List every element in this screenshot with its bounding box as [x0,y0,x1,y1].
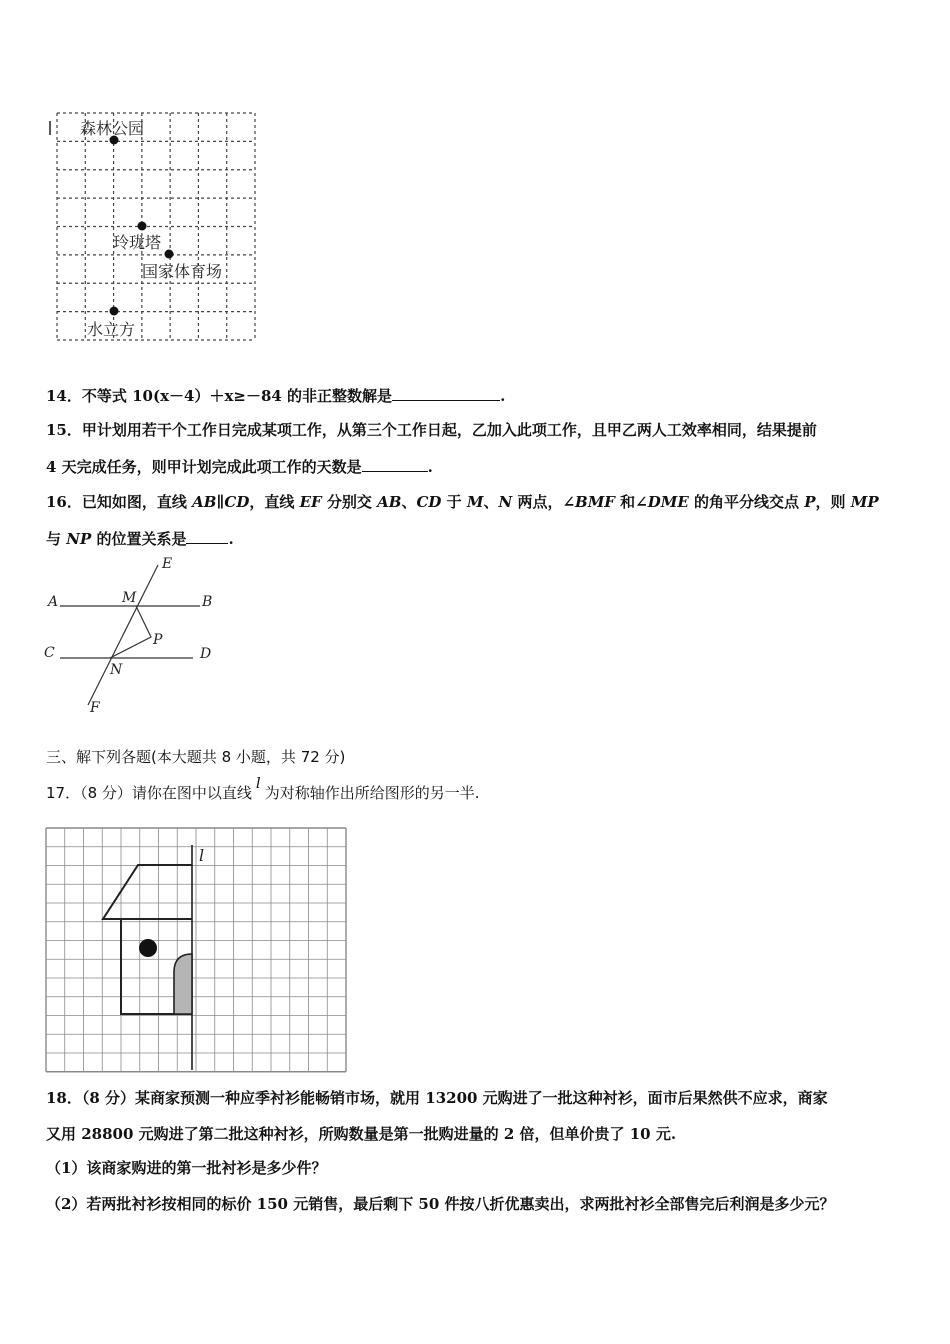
q16-bmf: BMF [575,493,615,511]
bisector-mp-np [110,606,151,658]
q16-text: 分别交 [321,493,378,511]
line-ef [88,565,158,705]
q18-number: 18． [46,1089,82,1107]
label-m: M [122,590,137,606]
q15-text-2: 4 天完成任务，则甲计划完成此项工作的天数是 [46,458,362,476]
label-e: E [162,556,173,572]
figure-17-grid [0,820,360,1080]
q16-dme: DME [647,493,689,511]
q17-number: 17． [46,784,81,802]
map-point-water-cube [110,307,119,316]
q16-ab: AB [192,493,217,511]
label-p: P [153,632,163,648]
question-18-sub-1: （1）该商家购进的第一批衬衫是多少件？ [46,1159,327,1177]
figure-17 [0,820,360,1080]
q17-axis-l: l [255,774,261,792]
question-14 [46,386,505,406]
map-grid [0,0,300,360]
map-point-national-stadium [165,250,174,259]
q15-end: . [427,458,433,476]
label-f: F [90,700,100,716]
figure-16 [0,550,260,720]
label-c: C [44,645,55,661]
question-15-line-1 [46,420,817,440]
q16-ef: EF [299,493,322,511]
q16-mp: MP [850,493,879,511]
q16-ab: AB [377,493,402,511]
q15-answer-blank [362,457,428,472]
house-roof [103,865,192,919]
q16-n: N [498,493,513,511]
q16-m: M [466,493,484,511]
map-label-water-cube: 水立方 [87,320,136,339]
map-figure [0,0,300,360]
q16-text: 和∠ [614,493,648,511]
q16-text: 、 [401,493,417,511]
q16-text: 与 [46,530,67,548]
house-window-dot [139,939,157,957]
question-18-sub-2: （2）若两批衬衫按相同的标价 150 元销售，最后剩下 50 件按八折优惠卖出，求两批衬衫全部售完后利润是多少元？ [46,1195,835,1213]
q16-cd: CD [416,493,442,511]
map-label-national-stadium: 国家体育场 [142,262,223,281]
q14-number: 14． [46,387,82,405]
q15-text-1: 甲计划用若干个工作日完成某项工作，从第三个工作日起，乙加入此项工作，且甲乙两人工效率相同，结果提前 [81,421,817,439]
q16-np: NP [66,530,92,548]
q16-text: 、 [483,493,499,511]
q16-number: 16． [46,493,82,511]
q18-text-1: （8 分）某商家预测一种应季衬衫能畅销市场，就用 13200 元购进了一批这种衬衫，面市后果然供不应求，商家 [81,1089,828,1107]
axis-label-l: l [199,846,205,865]
section-3-heading: 三、解下列各题(本大题共 8 小题，共 72 分) [46,748,346,766]
question-16-line-1 [46,492,879,512]
question-18-line-1 [46,1088,828,1108]
q16-text: 的角平分线交点 [688,493,805,511]
q16-text: 已知如图，直线 [81,493,193,511]
question-18-line-2: 又用 28800 元购进了第二批这种衬衫，所购数量是第一批购进量的 2 倍，但单价贵了 10 元. [46,1125,677,1143]
q14-text: 不等式 10(x－4）＋x≥－84 的非正整数解是 [81,387,393,405]
label-n: N [110,662,123,678]
q14-end: . [500,387,506,405]
map-label-linglong-tower: 玲珑塔 [113,233,162,252]
q16-p: P [804,493,816,511]
house-door-half [174,954,192,1014]
q16-text: ，直线 [249,493,300,511]
q15-number: 15． [46,421,82,439]
map-label-forest-park: 森林公园 [80,119,145,138]
q16-text: 两点，∠ [512,493,576,511]
label-d: D [200,646,212,662]
figure-16-lines [0,550,260,720]
question-17 [46,774,480,803]
q14-answer-blank [392,386,500,401]
q16-text: 于 [441,493,467,511]
q17-text-post: 为对称轴作出所给图形的另一半. [264,784,480,802]
q16-answer-blank [186,529,228,544]
question-15-line-2 [46,457,433,477]
q17-text-pre: （8 分）请你在图中以直线 [80,784,252,802]
label-b: B [202,594,213,610]
q16-text: 的位置关系是 [91,530,187,548]
q16-text: ，则 [815,493,851,511]
q16-end: . [228,530,234,548]
label-a: A [48,594,59,610]
q16-parallel: ∥ [216,493,225,511]
q16-cd: CD [224,493,250,511]
question-16-line-2 [46,529,234,549]
